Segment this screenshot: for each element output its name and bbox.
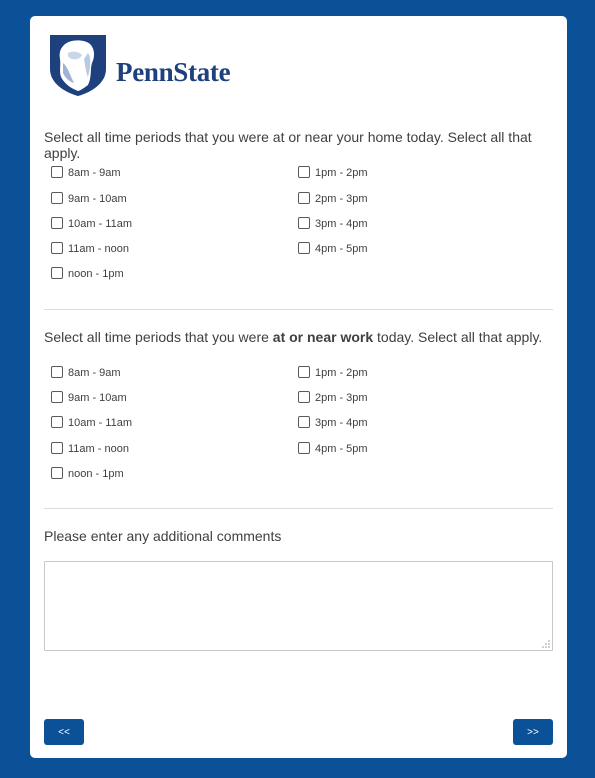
work-option-11am-noon[interactable]: 11am - noon xyxy=(51,440,129,456)
work-option-3pm-4pm[interactable]: 3pm - 4pm xyxy=(298,414,368,430)
checkbox[interactable] xyxy=(298,192,310,204)
back-button[interactable]: << xyxy=(44,719,84,745)
comments-label: Please enter any additional comments xyxy=(44,528,282,544)
checkbox[interactable] xyxy=(51,467,63,479)
checkbox[interactable] xyxy=(51,442,63,454)
survey-card xyxy=(30,16,567,758)
home-question-text: Select all time periods that you were at or near your home today. Select all that apply. xyxy=(44,129,532,161)
next-button[interactable]: >> xyxy=(513,719,553,745)
checkbox[interactable] xyxy=(51,391,63,403)
checkbox[interactable] xyxy=(51,217,63,229)
brand-wordmark: PennState xyxy=(116,57,231,87)
resize-grip-icon[interactable] xyxy=(542,640,550,648)
home-option-11am-noon[interactable]: 11am - noon xyxy=(51,240,129,256)
checkbox[interactable] xyxy=(298,442,310,454)
home-option-2pm-3pm[interactable]: 2pm - 3pm xyxy=(298,190,368,206)
pennstate-logo xyxy=(48,33,288,97)
work-question-text: Select all time periods that you were at or near work today. Select all that apply. xyxy=(44,329,543,345)
checkbox[interactable] xyxy=(298,416,310,428)
checkbox[interactable] xyxy=(298,242,310,254)
checkbox[interactable] xyxy=(51,267,63,279)
home-option-noon-1pm[interactable]: noon - 1pm xyxy=(51,265,124,281)
work-option-8am-9am[interactable]: 8am - 9am xyxy=(51,364,121,380)
checkbox[interactable] xyxy=(51,242,63,254)
home-option-8am-9am[interactable]: 8am - 9am xyxy=(51,164,121,180)
checkbox[interactable] xyxy=(51,166,63,178)
work-option-10am-11am[interactable]: 10am - 11am xyxy=(51,414,132,430)
checkbox[interactable] xyxy=(51,416,63,428)
checkbox[interactable] xyxy=(298,217,310,229)
work-option-4pm-5pm[interactable]: 4pm - 5pm xyxy=(298,440,368,456)
checkbox[interactable] xyxy=(298,166,310,178)
section-divider xyxy=(44,508,553,509)
checkbox[interactable] xyxy=(51,366,63,378)
home-option-1pm-2pm[interactable]: 1pm - 2pm xyxy=(298,164,368,180)
work-option-1pm-2pm[interactable]: 1pm - 2pm xyxy=(298,364,368,380)
comments-textarea[interactable] xyxy=(44,561,553,651)
home-option-9am-10am[interactable]: 9am - 10am xyxy=(51,190,127,206)
home-option-10am-11am[interactable]: 10am - 11am xyxy=(51,215,132,231)
checkbox[interactable] xyxy=(298,366,310,378)
checkbox[interactable] xyxy=(298,391,310,403)
nittany-lion-shield-icon xyxy=(48,33,108,97)
work-option-2pm-3pm[interactable]: 2pm - 3pm xyxy=(298,389,368,405)
checkbox[interactable] xyxy=(51,192,63,204)
section-divider xyxy=(44,309,553,310)
home-option-4pm-5pm[interactable]: 4pm - 5pm xyxy=(298,240,368,256)
home-option-3pm-4pm[interactable]: 3pm - 4pm xyxy=(298,215,368,231)
work-option-9am-10am[interactable]: 9am - 10am xyxy=(51,389,127,405)
work-option-noon-1pm[interactable]: noon - 1pm xyxy=(51,465,124,481)
